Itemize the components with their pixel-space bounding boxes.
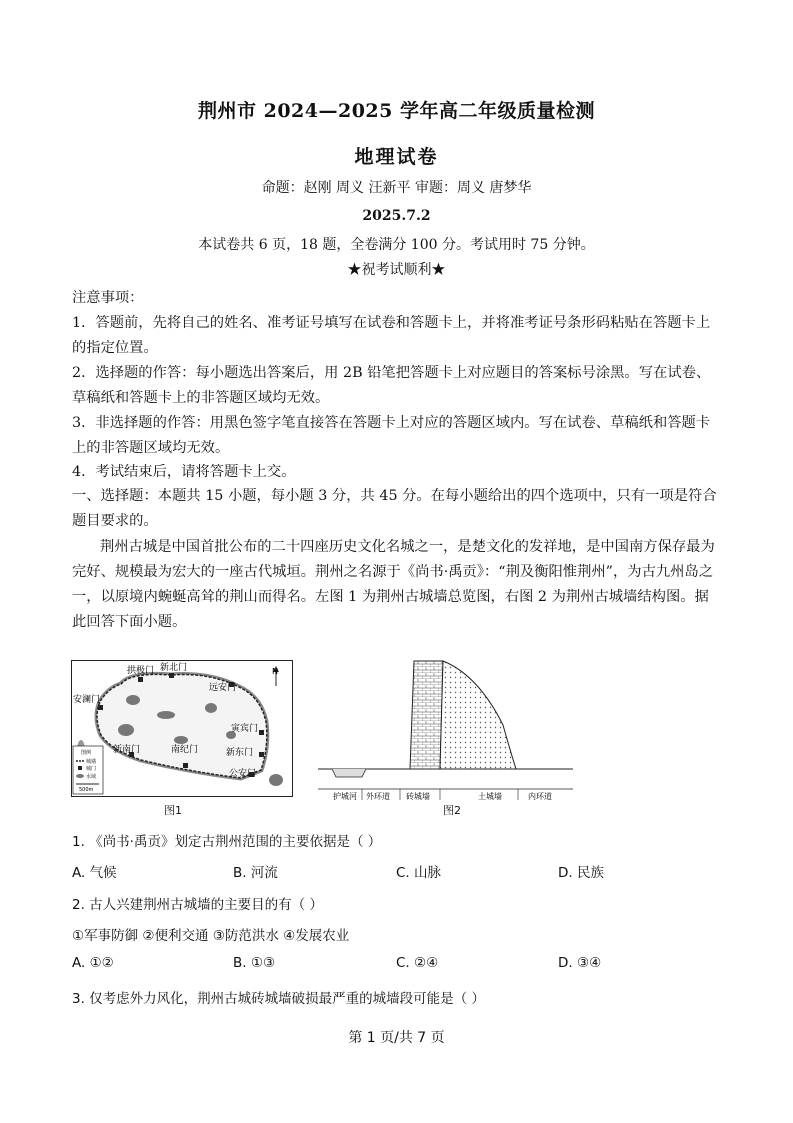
gate-label: 公安门 [229,769,257,779]
gate-label: 寅宾门 [231,724,259,734]
question-2-option-a[interactable]: A. ①② [72,955,114,971]
figure-1-map [71,660,293,797]
gate-label: 拱极门 [127,666,155,676]
good-luck-line: ★祝考试顺利★ [347,262,446,278]
material-paragraph: 荆州古城是中国首批公布的二十四座历史文化名城之一，是楚文化的发祥地，是中国南方保存最为完好、规模最为宏大的一座古代城垣。荆州之名源于《尚书·禹贡》：“荆及衡阳惟荆州”，为古九州岛之一，以原境内蜿蜒高耸的荆山而得名。左图 1 为荆州古城墙总览图，右图 2 为荆州古城墙结构图。据此回答下面小题。 [72,539,715,630]
gate-label: 新东门 [226,748,254,758]
moat-shape [332,769,366,777]
authors-line: 命题：赵刚 周义 汪新平 审题：周义 唐梦华 [261,180,532,196]
gate-label: 新北门 [160,663,188,673]
legend-item: 水域 [86,774,97,780]
question-1-option-b[interactable]: B. 河流 [233,865,278,881]
question-1-option-d[interactable]: D. 民族 [558,865,604,881]
legend-item: 城墙 [86,759,97,765]
legend-item: 城门 [86,766,97,772]
subject-title: 地理试卷 [354,146,439,168]
figure-2-structure [318,655,573,800]
gate-label: 新南门 [113,745,141,755]
exam-date: 2025.7.2 [362,208,431,224]
question-1-option-a[interactable]: A. 气候 [72,865,117,881]
earth-wall-shape [440,661,516,769]
notice-heading: 注意事项： [72,290,144,306]
scale-label: 500m [79,787,94,793]
structure-label: 外环道 [366,792,390,800]
question-2-option-b[interactable]: B. ①③ [233,955,276,971]
question-1-option-c[interactable]: C. 山脉 [396,865,442,881]
question-2-stem: 2. 古人兴建荆州古城墙的主要目的有（ ） [72,897,323,913]
notice-item-1: 1．答题前，先将自己的姓名、准考证号填写在试卷和答题卡上，并将准考证号条形码粘贴在答题卡上的指定位置。 [72,315,711,356]
page-footer: 第 1 页/共 7 页 [348,1030,445,1046]
gate-label: 南纪门 [171,745,199,755]
structure-label: 护城河 [333,792,357,800]
section-heading: 一、选择题：本题共 15 小题，每小题 3 分，共 45 分。在每小题给出的四个选项中，只有一项是符合题目要求的。 [72,488,717,529]
structure-label: 砖城墙 [406,792,430,800]
lake-shape [126,695,140,705]
gate-label: 远安门 [209,683,237,693]
notice-item-4: 4．考试结束后，请将答题卡上交。 [72,464,296,480]
question-3-stem: 3. 仅考虑外力风化，荆州古城砖城墙破损最严重的城墙段可能是（ ） [72,991,485,1007]
gate-label: 安澜门 [73,695,101,705]
structure-label: 内环道 [528,792,552,800]
exam-title: 荆州市 2024—2025 学年高二年级质量检测 [198,100,595,122]
north-label: N [272,667,278,676]
question-2-option-c[interactable]: C. ②④ [396,955,439,971]
exam-intro: 本试卷共 6 页，18 题，全卷满分 100 分。考试用时 75 分钟。 [198,237,595,253]
structure-label: 土城墙 [478,792,502,800]
legend-title: 图例 [81,750,92,756]
question-2-option-d[interactable]: D. ③④ [558,955,602,971]
brick-wall-shape [410,661,443,769]
question-1-stem: 1. 《尚书·禹贡》划定古荆州范围的主要依据是（ ） [72,834,382,850]
question-2-statements: ①军事防御 ②便利交通 ③防范洪水 ④发展农业 [72,928,350,944]
figure-2-caption: 图2 [443,804,461,817]
notice-item-2: 2．选择题的作答：每小题选出答案后，用 2B 铅笔把答题卡上对应题目的答案标号涂黑。写在试卷、草稿纸和答题卡上的非答题区域均无效。 [72,365,711,406]
figure-1-caption: 图1 [164,804,182,817]
notice-item-3: 3．非选择题的作答：用黑色签字笔直接答在答题卡上对应的答题区域内。写在试卷、草稿纸和答题卡上的非答题区域均无效。 [72,415,711,456]
